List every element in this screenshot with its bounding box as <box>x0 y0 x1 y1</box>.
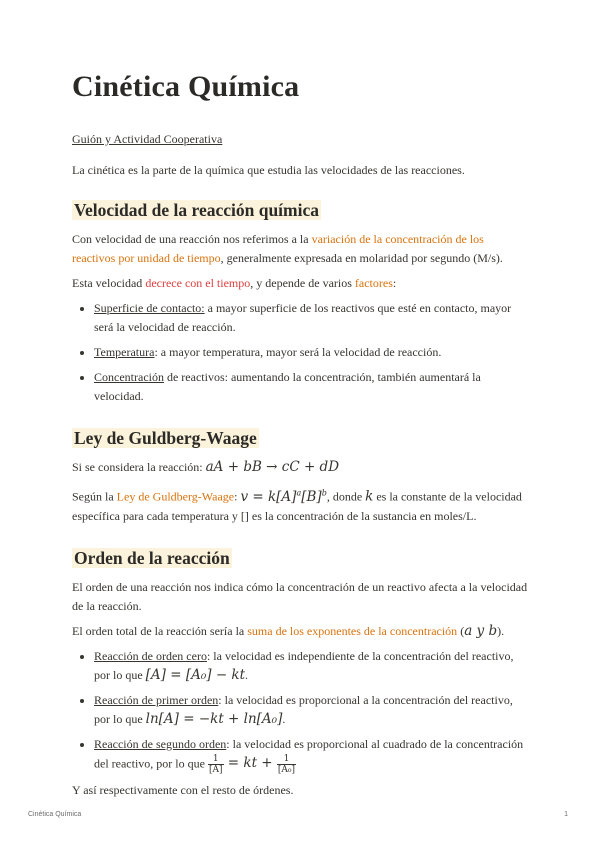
heading-guldberg: Ley de Guldberg-Waage <box>74 428 257 448</box>
highlight-decrece: decrece con el tiempo <box>145 276 251 290</box>
velocidad-paragraph-2: Esta velocidad decrece con el tiempo, y depende de varios factores: <box>72 276 397 290</box>
list-item: • Concentración de reactivos: aumentando la concentración, también aumentará la velocidad. <box>94 368 530 406</box>
guldberg-paragraph-1: Si se considera la reacción: aA + bB → cC + dD <box>72 459 340 475</box>
list-item: • Reacción de segundo orden: la velocidad es proporcional al cuadrado de la concentración del reactivo, por lo que $\frac{1}{[A]}$ = kt + $\frac{1}{\text{[A₀]}}$ <box>94 735 530 775</box>
highlight-suma: suma de los exponentes de la concentración <box>247 623 458 638</box>
document-page <box>72 70 530 806</box>
footer-title: Cinética Química <box>28 811 82 818</box>
orden-paragraph-2: El orden total de la reacción sería la suma de los exponentes de la concentración (a y b). <box>72 622 505 639</box>
highlight-factores: factores <box>354 276 393 290</box>
heading-velocidad: Velocidad de la reacción química <box>74 200 319 220</box>
highlight-ley: Ley de Guldberg-Waage <box>116 489 235 504</box>
reaction-equation: aA + bB → cC + dD <box>205 459 340 475</box>
rate-law-equation: $v = k[A]^a[B]^b$ <box>240 488 327 505</box>
subtitle: Guión y Actividad Cooperativa <box>72 132 223 146</box>
list-item: • Temperatura: a mayor temperatura, mayor será la velocidad de reacción. <box>94 343 530 362</box>
highlight-variacion: variación de la concentración de los reactivos por unidad de tiempo <box>72 232 484 265</box>
intro-paragraph: La cinética es la parte de la química que estudia las velocidades de las reacciones. <box>72 163 465 177</box>
factors-list <box>72 299 530 406</box>
velocidad-paragraph-1: Con velocidad de una reacción nos referimos a la variación de la concentración de los reactivos por unidad de tiempo, generalmente expresada en molaridad por segundo (M/s). <box>72 232 503 265</box>
page-title: Cinética Química <box>72 70 300 103</box>
zero-order-equation: [A] = [A₀] − kt <box>145 666 246 683</box>
orders-list <box>72 647 530 775</box>
orden-paragraph-1: El orden de una reacción nos indica cómo la concentración de un reactivo afecta a la velocidad de la reacción. <box>72 579 528 613</box>
page-number: 1 <box>564 811 568 818</box>
list-item: • Reacción de primer orden: la velocidad es proporcional a la concentración del reactivo, por lo que ln[A] = −kt + ln[A₀]. <box>94 691 530 729</box>
closing-paragraph: Y así respectivamente con el resto de órdenes. <box>72 782 294 797</box>
first-order-equation: ln[A] = −kt + ln[A₀] <box>145 710 283 727</box>
list-item: • Reacción de orden cero: la velocidad es independiente de la concentración del reactivo, por lo que [A] = [A₀] − kt. <box>94 647 530 685</box>
second-order-equation: $\frac{1}{[A]}$ = kt + $\frac{1}{\text{[A₀]}}$ <box>208 753 296 775</box>
heading-orden: Orden de la reacción <box>74 547 230 568</box>
list-item: • Superficie de contacto: a mayor superficie de los reactivos que esté en contacto, mayor será la velocidad de reacción. <box>94 299 530 337</box>
guldberg-paragraph-2: Según la Ley de Guldberg-Waage: $v = k[A]^a[B]^b$, donde k es la constante de la velocidad específica para cada temperatura y [] es la concentración de la sustancia en moles/L. <box>72 488 522 523</box>
